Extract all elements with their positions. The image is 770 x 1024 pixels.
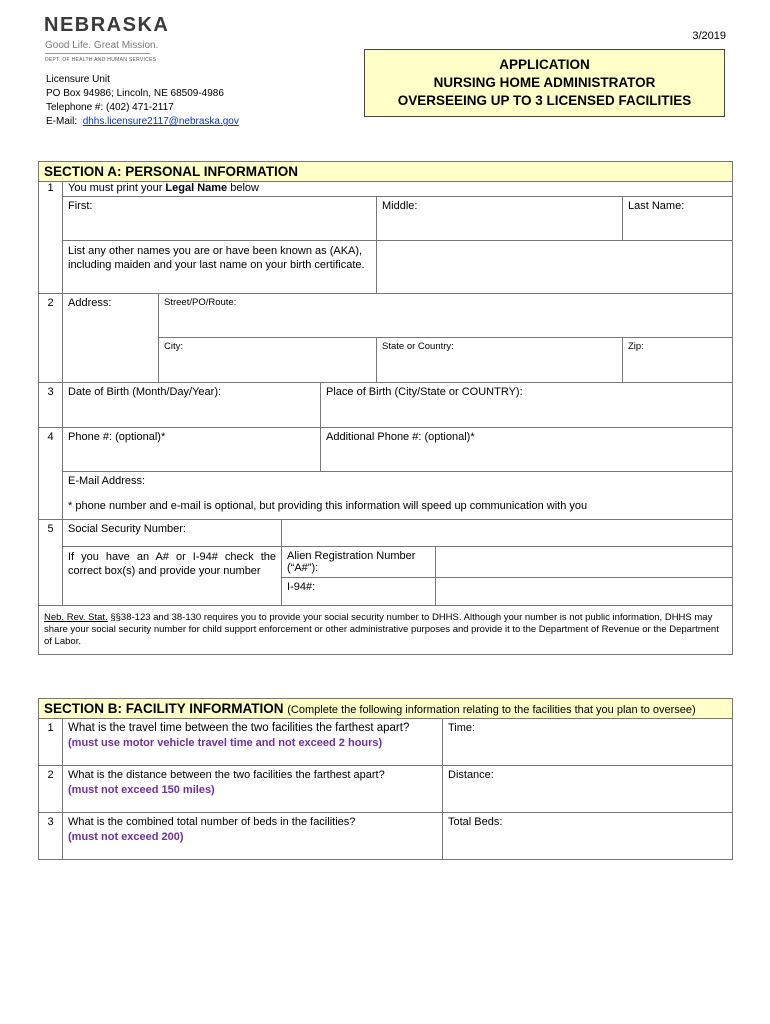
aka-field[interactable] xyxy=(377,241,733,294)
row-number: 2 xyxy=(39,294,63,383)
row-number: 1 xyxy=(39,182,63,294)
email-field[interactable] xyxy=(63,472,733,520)
logo-divider xyxy=(45,53,150,54)
row-number: 3 xyxy=(39,813,63,860)
question-text: What is the travel time between the two facilities the farthest apart? xyxy=(68,722,410,734)
legal-name-instruction: You must print your Legal Name below xyxy=(63,182,733,197)
row-number: 1 xyxy=(39,719,63,766)
alien-registration-label: Alien Registration Number (“A#”): xyxy=(282,547,436,578)
city-field[interactable]: City: xyxy=(159,338,377,383)
total-beds-field[interactable]: Total Beds: xyxy=(443,813,733,860)
ssn-field[interactable] xyxy=(282,520,733,547)
i94-label: I-94#: xyxy=(282,578,436,606)
distance-field[interactable]: Distance: xyxy=(443,766,733,813)
beds-question xyxy=(63,813,443,860)
alien-registration-field[interactable] xyxy=(436,547,733,578)
email-address-label: E-Mail Address: xyxy=(68,475,146,487)
email-line xyxy=(46,115,239,129)
form-date: 3/2019 xyxy=(692,30,726,42)
pob-field[interactable]: Place of Birth (City/State or COUNTRY): xyxy=(321,383,733,428)
section-b-subtitle: (Complete the following information relating to the facilities that you plan to oversee) xyxy=(287,704,696,716)
address-label: Address: xyxy=(63,294,159,383)
section-b-table xyxy=(38,698,733,860)
section-b-header xyxy=(39,699,733,719)
aka-instruction: List any other names you are or have been known as (AKA), including maiden and your last name on your birth certificate. xyxy=(63,241,377,294)
street-field[interactable]: Street/PO/Route: xyxy=(159,294,733,338)
statute-text: §§38-123 and 38-130 requires you to provide your social security number to DHHS. Although your number is not public information, DHHS may share your social security number for child support enforcement or other administrative purposes and provide it to the Department of Revenue or the Department of Labor. xyxy=(44,612,719,647)
statute-link[interactable]: Neb. Rev. Stat. xyxy=(44,612,108,623)
time-field[interactable]: Time: xyxy=(443,719,733,766)
alien-instruction: If you have an A# or I-94# check the correct box(s) and provide your number xyxy=(63,547,282,606)
logo-dept: DEPT. OF HEALTH AND HUMAN SERVICES xyxy=(45,57,157,63)
state-country-field[interactable]: State or Country: xyxy=(377,338,623,383)
row-number: 4 xyxy=(39,428,63,520)
title-line: NURSING HOME ADMINISTRATOR xyxy=(433,75,656,90)
middle-name-field[interactable]: Middle: xyxy=(377,197,623,241)
question-text: What is the distance between the two facilities the farthest apart? xyxy=(68,769,385,781)
question-note: (must use motor vehicle travel time and not exceed 2 hours) xyxy=(68,737,383,749)
additional-phone-field[interactable]: Additional Phone #: (optional)* xyxy=(321,428,733,472)
nebraska-logo: NEBRASKA xyxy=(44,14,170,36)
question-note: (must not exceed 150 miles) xyxy=(68,784,215,796)
question-text: What is the combined total number of beds in the facilities? xyxy=(68,816,356,828)
title-line: OVERSEEING UP TO 3 LICENSED FACILITIES xyxy=(397,93,692,108)
email-link[interactable]: dhhs.licensure2117@nebraska.gov xyxy=(82,116,239,127)
address-line: Telephone #: (402) 471-2117 xyxy=(46,102,174,113)
ssn-statute-notice xyxy=(39,606,733,655)
travel-time-question xyxy=(63,719,443,766)
title-line: APPLICATION xyxy=(499,57,590,72)
optional-note: * phone number and e-mail is optional, but providing this information will speed up communication with you xyxy=(68,500,588,512)
address-line: Licensure Unit xyxy=(46,74,110,85)
last-name-field[interactable]: Last Name: xyxy=(623,197,733,241)
zip-field[interactable]: Zip: xyxy=(623,338,733,383)
first-name-field[interactable]: First: xyxy=(63,197,377,241)
row-number: 2 xyxy=(39,766,63,813)
section-b-title: SECTION B: FACILITY INFORMATION xyxy=(44,701,284,716)
email-label: E-Mail: xyxy=(46,116,78,127)
i94-field[interactable] xyxy=(436,578,733,606)
logo-tagline: Good Life. Great Mission. xyxy=(45,40,159,51)
ssn-label: Social Security Number: xyxy=(63,520,282,547)
licensure-address xyxy=(46,73,239,129)
phone-field[interactable]: Phone #: (optional)* xyxy=(63,428,321,472)
address-line: PO Box 94986; Lincoln, NE 68509-4986 xyxy=(46,88,224,99)
section-a-header: SECTION A: PERSONAL INFORMATION xyxy=(39,162,733,182)
distance-question xyxy=(63,766,443,813)
application-title-box xyxy=(364,49,725,117)
row-number: 5 xyxy=(39,520,63,606)
dob-field[interactable]: Date of Birth (Month/Day/Year): xyxy=(63,383,321,428)
section-a-table xyxy=(38,161,733,655)
question-note: (must not exceed 200) xyxy=(68,831,184,843)
row-number: 3 xyxy=(39,383,63,428)
